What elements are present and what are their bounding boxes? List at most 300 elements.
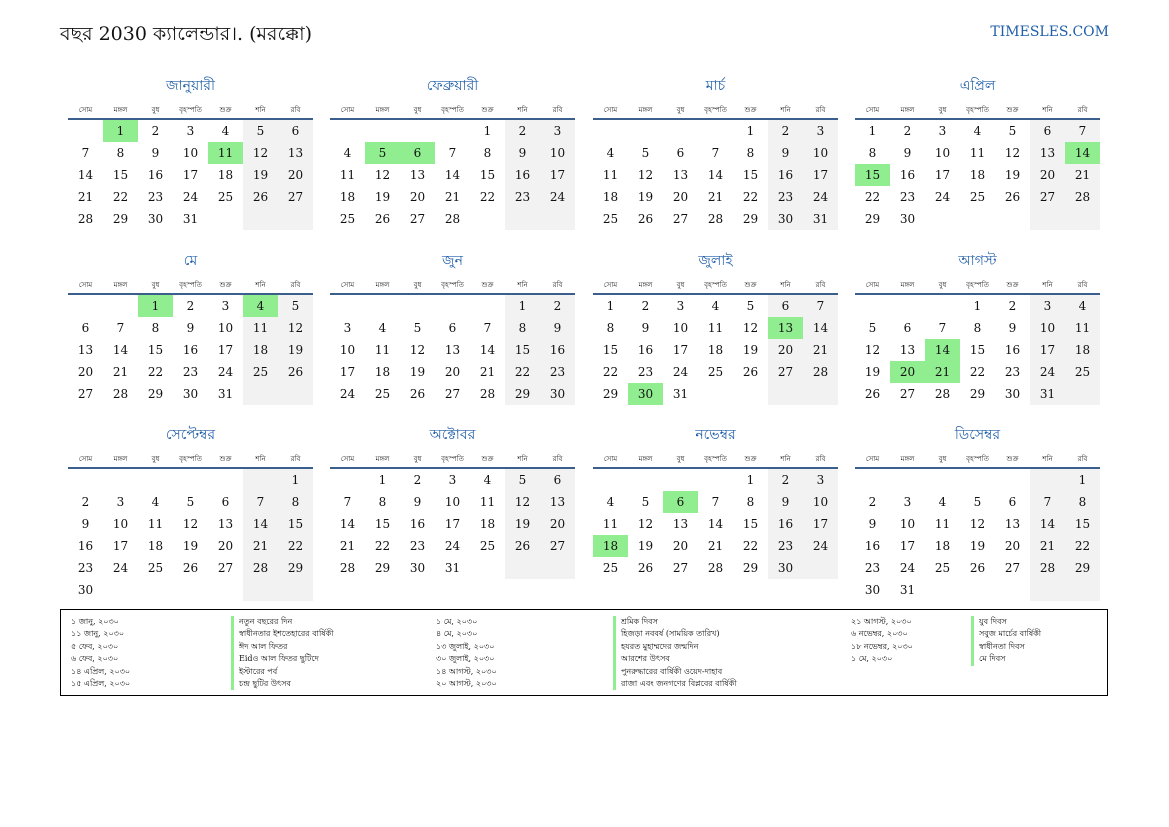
day-cell: 29 [602, 387, 619, 401]
weekday-label: বৃহস্পতি [704, 455, 727, 463]
day-cell: 3 [938, 124, 947, 138]
day-cell: 25 [602, 212, 619, 226]
holiday-day-cell: 6 [400, 142, 435, 164]
day-cell: 12 [182, 517, 199, 531]
day-cell: 20 [217, 539, 234, 553]
day-cell: 1 [746, 473, 755, 487]
day-cell: 21 [707, 190, 724, 204]
day-cell: 19 [637, 190, 654, 204]
weekday-label: রবি [1077, 455, 1088, 463]
day-cell: 16 [549, 343, 566, 357]
weekday-label: বুধ [413, 281, 422, 289]
day-cell: 11 [339, 168, 356, 182]
weekend-shade [278, 383, 313, 405]
legend-holiday-name: রাজা এবং জনগণের বিপ্লবের বার্ষিকী [613, 678, 737, 690]
day-cell: 31 [182, 212, 199, 226]
legend-holiday-name: স্বাধীনতার ইশতেহারের বার্ষিকী [231, 628, 334, 640]
day-cell: 14 [707, 168, 724, 182]
day-cell: 8 [1078, 495, 1087, 509]
day-cell: 22 [112, 190, 129, 204]
day-cell: 27 [287, 190, 304, 204]
day-cell: 26 [287, 365, 304, 379]
month-name: ডিসেম্বর [954, 427, 1001, 443]
weekday-label: শনি [517, 106, 528, 114]
day-cell: 9 [641, 321, 650, 335]
day-cell: 23 [899, 190, 916, 204]
legend-date: ২০ আগস্ট, ২০৩০ [436, 679, 497, 689]
day-cell: 1 [378, 473, 387, 487]
day-cell: 18 [147, 539, 164, 553]
day-cell: 25 [147, 561, 164, 575]
day-cell: 23 [1004, 365, 1021, 379]
weekday-label: মঙ্গল [375, 455, 390, 463]
day-cell: 11 [479, 495, 496, 509]
day-cell: 23 [549, 365, 566, 379]
day-cell: 25 [1074, 365, 1091, 379]
day-cell: 11 [934, 517, 951, 531]
day-cell: 4 [1078, 299, 1087, 313]
day-cell: 23 [147, 190, 164, 204]
day-cell: 28 [934, 387, 951, 401]
weekday-label: সোম [78, 106, 93, 114]
month-name: এপ্রিল [959, 78, 996, 94]
legend-holiday-name: হযরত মুহাম্মদের জন্মদিন [613, 641, 737, 653]
day-cell: 6 [553, 473, 562, 487]
day-cell: 26 [742, 365, 759, 379]
day-cell: 19 [252, 168, 269, 182]
legend-date: ১৪ আগস্ট, ২০৩০ [436, 666, 497, 676]
day-cell: 29 [969, 387, 986, 401]
weekday-label: বুধ [676, 106, 685, 114]
day-cell: 2 [1008, 299, 1017, 313]
weekday-label: বৃহস্পতি [441, 455, 464, 463]
day-cell: 26 [252, 190, 269, 204]
weekday-label: শনি [517, 455, 528, 463]
month-name: সেপ্টেম্বর [165, 427, 216, 443]
weekend-shade [243, 208, 278, 230]
weekday-label: বুধ [938, 281, 947, 289]
day-cell: 29 [374, 561, 391, 575]
day-cell: 18 [1074, 343, 1091, 357]
weekday-label: বৃহস্পতি [179, 281, 202, 289]
day-cell: 19 [182, 539, 199, 553]
site-link[interactable]: TIMESLES.COM [990, 24, 1109, 40]
month-name: অক্টোবর [429, 427, 476, 443]
legend-date: ৪ মে, ২০৩০ [436, 629, 478, 639]
day-cell: 28 [812, 365, 829, 379]
day-cell: 16 [864, 539, 881, 553]
day-cell: 7 [1078, 124, 1087, 138]
weekday-label: মঙ্গল [900, 281, 915, 289]
day-cell: 19 [742, 343, 759, 357]
day-cell: 27 [549, 539, 566, 553]
day-cell: 16 [514, 168, 531, 182]
day-cell: 6 [81, 321, 90, 335]
weekday-label: সোম [603, 281, 618, 289]
weekday-label: বৃহস্পতি [441, 281, 464, 289]
weekday-label: মঙ্গল [113, 281, 128, 289]
legend-date: ১৪ এপ্রিল, ২০৩০ [71, 666, 131, 676]
day-cell: 25 [374, 387, 391, 401]
day-cell: 20 [444, 365, 461, 379]
weekday-header [593, 102, 838, 120]
day-cell: 30 [864, 583, 881, 597]
day-cell: 6 [1043, 124, 1052, 138]
weekday-label: সোম [340, 455, 355, 463]
day-cell: 11 [969, 146, 986, 160]
day-cell: 13 [409, 168, 426, 182]
day-cell: 12 [864, 343, 881, 357]
day-cell: 25 [707, 365, 724, 379]
legend-date: ২১ আগস্ট, ২০৩০ [851, 617, 912, 626]
day-cell: 28 [1039, 561, 1056, 575]
weekday-header [855, 451, 1100, 469]
day-cell: 17 [812, 517, 829, 531]
weekday-header [330, 102, 575, 120]
day-cell: 16 [182, 343, 199, 357]
day-cell: 24 [1039, 365, 1056, 379]
legend-date: ১ জানু, ২০৩০ [71, 617, 119, 626]
day-cell: 8 [483, 146, 492, 160]
day-cell: 27 [899, 387, 916, 401]
weekday-label: সোম [865, 455, 880, 463]
day-cell: 17 [672, 343, 689, 357]
day-cell: 22 [374, 539, 391, 553]
weekday-label: রবি [290, 106, 301, 114]
day-cell: 21 [1074, 168, 1091, 182]
day-cell: 15 [112, 168, 129, 182]
day-cell: 8 [378, 495, 387, 509]
day-cell: 2 [186, 299, 195, 313]
day-cell: 19 [409, 365, 426, 379]
day-cell: 1 [483, 124, 492, 138]
day-cell: 25 [479, 539, 496, 553]
day-cell: 28 [339, 561, 356, 575]
weekday-label: মঙ্গল [638, 106, 653, 114]
day-cell: 10 [549, 146, 566, 160]
day-cell: 20 [672, 539, 689, 553]
weekday-label: শুক্র [219, 455, 232, 463]
legend-dates-col-2 [436, 616, 497, 690]
day-cell: 12 [514, 495, 531, 509]
day-cell: 26 [864, 387, 881, 401]
weekday-label: বুধ [938, 106, 947, 114]
day-cell: 27 [1039, 190, 1056, 204]
day-cell: 6 [291, 124, 300, 138]
weekend-shade [1065, 208, 1100, 230]
holiday-day-cell: 11 [208, 142, 243, 164]
day-cell: 31 [899, 583, 916, 597]
weekday-label: বৃহস্পতি [966, 281, 989, 289]
day-cell: 27 [672, 561, 689, 575]
day-cell: 14 [479, 343, 496, 357]
day-cell: 21 [112, 365, 129, 379]
day-cell: 3 [116, 495, 125, 509]
day-cell: 10 [112, 517, 129, 531]
legend-holiday-name: নতুন বছরের দিন [231, 616, 334, 628]
day-cell: 7 [711, 495, 720, 509]
holiday-legend [60, 609, 1108, 696]
day-cell: 6 [1008, 495, 1017, 509]
day-cell: 2 [641, 299, 650, 313]
day-cell: 24 [112, 561, 129, 575]
day-cell: 18 [217, 168, 234, 182]
holiday-day-cell: 13 [768, 317, 803, 339]
day-cell: 14 [77, 168, 94, 182]
weekend-shade [803, 383, 838, 405]
day-cell: 29 [514, 387, 531, 401]
day-cell: 14 [707, 517, 724, 531]
day-cell: 18 [252, 343, 269, 357]
day-cell: 31 [812, 212, 829, 226]
legend-holiday-name: চন্দ্র ছুটির উৎসব [231, 678, 334, 690]
day-cell: 4 [483, 473, 492, 487]
day-cell: 14 [812, 321, 829, 335]
weekday-label: রবি [815, 455, 826, 463]
day-cell: 7 [116, 321, 125, 335]
day-cell: 3 [816, 473, 825, 487]
day-cell: 15 [147, 343, 164, 357]
day-cell: 2 [781, 124, 790, 138]
day-cell: 1 [973, 299, 982, 313]
day-cell: 29 [147, 387, 164, 401]
holiday-day-cell: 15 [855, 164, 890, 186]
weekday-label: বৃহস্পতি [966, 106, 989, 114]
day-cell: 19 [287, 343, 304, 357]
day-cell: 9 [413, 495, 422, 509]
day-cell: 17 [934, 168, 951, 182]
day-cell: 24 [672, 365, 689, 379]
month-name: জুন [442, 253, 463, 269]
day-cell: 17 [112, 539, 129, 553]
day-cell: 9 [781, 495, 790, 509]
day-cell: 20 [77, 365, 94, 379]
day-cell: 3 [553, 124, 562, 138]
day-cell: 15 [969, 343, 986, 357]
day-cell: 3 [186, 124, 195, 138]
weekday-label: বৃহস্পতি [704, 106, 727, 114]
day-cell: 19 [969, 539, 986, 553]
month-name: নভেম্বর [695, 427, 736, 443]
legend-dates-col-1 [71, 616, 130, 690]
day-cell: 17 [217, 343, 234, 357]
day-cell: 4 [378, 321, 387, 335]
legend-holiday-name: শ্রমিক দিবস [613, 616, 737, 628]
weekday-label: শুক্র [1006, 455, 1019, 463]
day-cell: 22 [602, 365, 619, 379]
weekday-label: শনি [1042, 455, 1053, 463]
day-cell: 29 [864, 212, 881, 226]
weekday-label: বুধ [676, 281, 685, 289]
weekday-label: বুধ [151, 281, 160, 289]
day-cell: 6 [448, 321, 457, 335]
weekday-label: মঙ্গল [638, 455, 653, 463]
legend-holiday-name: ইস্টারের পর্ব [231, 666, 334, 678]
weekday-label: শনি [517, 281, 528, 289]
month-name: মার্চ [705, 78, 726, 94]
weekday-label: বৃহস্পতি [704, 281, 727, 289]
day-cell: 5 [256, 124, 265, 138]
day-cell: 2 [518, 124, 527, 138]
day-cell: 5 [641, 495, 650, 509]
day-cell: 3 [816, 124, 825, 138]
day-cell: 9 [903, 146, 912, 160]
day-cell: 1 [868, 124, 877, 138]
day-cell: 24 [444, 539, 461, 553]
weekday-label: বুধ [676, 455, 685, 463]
day-cell: 19 [1004, 168, 1021, 182]
day-cell: 23 [637, 365, 654, 379]
day-cell: 26 [969, 561, 986, 575]
day-cell: 28 [444, 212, 461, 226]
legend-holiday-name: যুব দিবস [971, 616, 1041, 628]
day-cell: 15 [514, 343, 531, 357]
weekday-label: শুক্র [1006, 106, 1019, 114]
day-cell: 22 [969, 365, 986, 379]
day-cell: 6 [221, 495, 230, 509]
holiday-day-cell: 5 [365, 142, 400, 164]
day-cell: 17 [549, 168, 566, 182]
day-cell: 12 [252, 146, 269, 160]
weekday-label: শনি [780, 455, 791, 463]
day-cell: 10 [672, 321, 689, 335]
weekend-shade [505, 208, 540, 230]
day-cell: 12 [374, 168, 391, 182]
weekday-label: বুধ [938, 455, 947, 463]
day-cell: 15 [479, 168, 496, 182]
weekday-label: শুক্র [481, 281, 494, 289]
weekday-label: সোম [78, 281, 93, 289]
holiday-day-cell: 21 [925, 361, 960, 383]
day-cell: 25 [602, 561, 619, 575]
day-cell: 21 [252, 539, 269, 553]
weekday-label: বুধ [413, 455, 422, 463]
day-cell: 20 [1004, 539, 1021, 553]
day-cell: 14 [444, 168, 461, 182]
day-cell: 27 [672, 212, 689, 226]
day-cell: 19 [374, 190, 391, 204]
day-cell: 26 [374, 212, 391, 226]
day-cell: 11 [707, 321, 724, 335]
weekday-header [855, 277, 1100, 295]
holiday-day-cell: 6 [663, 491, 698, 513]
legend-names-col-3 [971, 616, 1041, 666]
weekend-shade [243, 383, 278, 405]
weekend-shade [505, 557, 540, 579]
day-cell: 21 [479, 365, 496, 379]
day-cell: 13 [899, 343, 916, 357]
month-name: আগস্ট [958, 253, 997, 269]
day-cell: 27 [217, 561, 234, 575]
legend-date: ১ মে, ২০৩০ [851, 654, 893, 664]
day-cell: 11 [1074, 321, 1091, 335]
day-cell: 8 [606, 321, 615, 335]
weekend-shade [540, 208, 575, 230]
day-cell: 16 [777, 517, 794, 531]
day-cell: 3 [221, 299, 230, 313]
day-cell: 23 [777, 190, 794, 204]
day-cell: 4 [973, 124, 982, 138]
day-cell: 2 [781, 473, 790, 487]
weekday-label: সোম [78, 455, 93, 463]
day-cell: 18 [707, 343, 724, 357]
weekday-header [593, 277, 838, 295]
weekday-label: শুক্র [744, 281, 757, 289]
day-cell: 31 [1039, 387, 1056, 401]
day-cell: 28 [1074, 190, 1091, 204]
day-cell: 22 [742, 539, 759, 553]
day-cell: 4 [606, 146, 615, 160]
day-cell: 22 [147, 365, 164, 379]
day-cell: 20 [777, 343, 794, 357]
day-cell: 18 [969, 168, 986, 182]
day-cell: 21 [339, 539, 356, 553]
day-cell: 13 [672, 517, 689, 531]
day-cell: 21 [707, 539, 724, 553]
weekend-shade [1030, 579, 1065, 601]
weekday-label: রবি [1077, 106, 1088, 114]
weekday-label: বুধ [151, 106, 160, 114]
day-cell: 4 [606, 495, 615, 509]
day-cell: 23 [182, 365, 199, 379]
day-cell: 7 [483, 321, 492, 335]
day-cell: 28 [252, 561, 269, 575]
day-cell: 1 [1078, 473, 1087, 487]
legend-holiday-name: Eidও আল ফিতর ছুটিদে [231, 653, 334, 665]
weekday-label: মঙ্গল [638, 281, 653, 289]
day-cell: 22 [742, 190, 759, 204]
day-cell: 8 [518, 321, 527, 335]
weekday-label: রবি [552, 455, 563, 463]
day-cell: 31 [444, 561, 461, 575]
day-cell: 30 [549, 387, 566, 401]
weekday-label: রবি [552, 106, 563, 114]
day-cell: 13 [672, 168, 689, 182]
weekday-label: শুক্র [219, 281, 232, 289]
day-cell: 7 [343, 495, 352, 509]
day-cell: 8 [291, 495, 300, 509]
day-cell: 3 [903, 495, 912, 509]
day-cell: 20 [1039, 168, 1056, 182]
weekday-header [68, 451, 313, 469]
day-cell: 5 [413, 321, 422, 335]
day-cell: 12 [637, 168, 654, 182]
legend-date: ৬ ফেব, ২০৩০ [71, 654, 119, 664]
day-cell: 17 [182, 168, 199, 182]
day-cell: 16 [77, 539, 94, 553]
day-cell: 24 [812, 539, 829, 553]
day-cell: 4 [343, 146, 352, 160]
day-cell: 20 [409, 190, 426, 204]
day-cell: 21 [1039, 539, 1056, 553]
day-cell: 18 [602, 190, 619, 204]
day-cell: 14 [339, 517, 356, 531]
day-cell: 10 [934, 146, 951, 160]
weekend-shade [243, 469, 278, 491]
weekday-label: শুক্র [744, 106, 757, 114]
day-cell: 29 [112, 212, 129, 226]
weekend-shade [768, 383, 803, 405]
weekend-shade [540, 557, 575, 579]
day-cell: 15 [602, 343, 619, 357]
month-name: মে [183, 253, 198, 269]
weekend-shade [803, 557, 838, 579]
day-cell: 7 [711, 146, 720, 160]
day-cell: 7 [448, 146, 457, 160]
day-cell: 8 [973, 321, 982, 335]
day-cell: 26 [514, 539, 531, 553]
holiday-day-cell: 1 [103, 120, 138, 142]
